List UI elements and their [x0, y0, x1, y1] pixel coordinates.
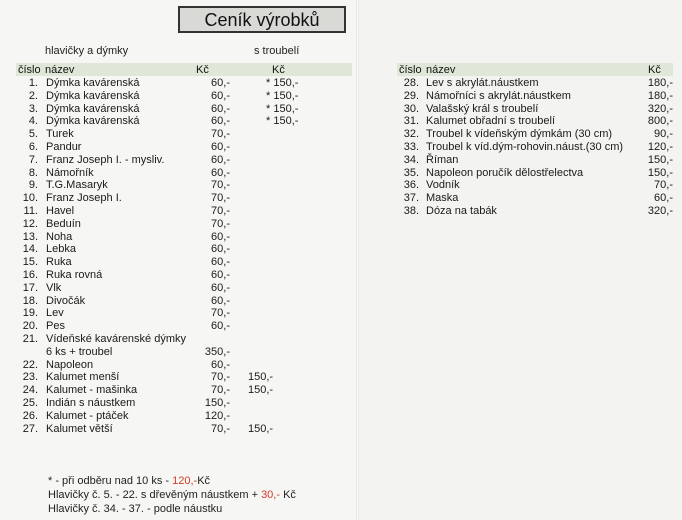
oven-label: s troubelí: [254, 45, 300, 57]
left-price-row: [16, 90, 356, 103]
left-price-row: [16, 333, 356, 346]
right-price-row: [397, 103, 675, 116]
item-name: Napoleon: [46, 358, 94, 371]
footer-note-wood-unit: Kč: [280, 489, 296, 501]
item-number: 15.: [22, 256, 38, 269]
item-name: Ruka: [46, 256, 72, 269]
item-name: Dýmka kavárenská: [46, 102, 140, 115]
right-price-row: [397, 154, 675, 167]
left-price-row: [16, 307, 356, 320]
item-name: T.G.Masaryk: [46, 179, 108, 192]
item-number: 16.: [22, 269, 38, 281]
page-title: Ceník výrobků: [178, 6, 346, 33]
item-price: 70,-: [211, 371, 230, 384]
item-number: 30.: [403, 102, 419, 115]
item-price: 60,-: [211, 89, 230, 102]
item-name: Dýmka kavárenská: [46, 89, 140, 102]
right-col-price-header: Kč: [648, 64, 661, 76]
item-name: Havel: [46, 205, 75, 217]
item-name: Kalumet menší: [46, 371, 120, 384]
item-price: 120,-: [204, 409, 230, 422]
item-name: Dýmka kavárenská: [46, 77, 140, 89]
item-oven-price: 150,-: [248, 371, 274, 384]
right-price-row: [397, 90, 675, 103]
right-price-row: [397, 205, 675, 218]
item-name: Franz Joseph I.: [46, 192, 122, 205]
item-name: Franz Joseph I. - mysliv.: [46, 153, 165, 166]
item-name: Indián s náustkem: [46, 397, 136, 409]
item-name: Kalumet - mašinka: [46, 384, 138, 397]
item-price: 60,-: [211, 77, 230, 89]
item-number: 37.: [403, 192, 419, 205]
left-price-row: [16, 243, 356, 256]
item-price: 180,-: [647, 89, 673, 102]
left-price-row: [16, 231, 356, 244]
item-name: Vídeňské kavárenské dýmky: [46, 333, 187, 345]
item-price: 70,-: [211, 422, 230, 435]
item-name: Beduín: [46, 217, 81, 230]
item-price: 70,-: [211, 217, 230, 230]
footer-note-wood-text: Hlavičky č. 5. - 22. s dřevěným náustkem +: [48, 489, 262, 501]
item-number: 3.: [28, 102, 38, 115]
footer-note-bulk-price: 120,-: [172, 475, 198, 487]
footer-note-bulk-text: * - při odběru nad 10 ks -: [48, 475, 173, 487]
item-name: Lev s akrylát.náustkem: [426, 77, 539, 89]
footer-note-wood: [48, 488, 296, 502]
left-price-row: [16, 384, 356, 397]
item-price: 70,-: [654, 179, 673, 192]
item-number: 25.: [22, 397, 38, 409]
item-number: 29.: [403, 89, 419, 102]
left-price-row: [16, 397, 356, 410]
left-price-row: [16, 179, 356, 192]
left-price-row: [16, 256, 356, 269]
item-price: 60,-: [211, 256, 230, 269]
item-number: 23.: [22, 371, 38, 384]
item-name: Noha: [46, 230, 73, 243]
left-price-row: [16, 359, 356, 372]
item-number: 13.: [22, 230, 38, 243]
item-price: 70,-: [211, 384, 230, 397]
item-number: 14.: [22, 243, 38, 256]
item-price: 320,-: [647, 205, 673, 217]
item-number: 20.: [22, 320, 38, 333]
left-price-row: [16, 141, 356, 154]
item-number: 5.: [28, 128, 38, 141]
item-number: 10.: [22, 192, 38, 205]
footer-note-bulk-unit: Kč: [197, 475, 211, 487]
item-number: 7.: [28, 153, 38, 166]
left-price-row: [16, 77, 356, 90]
left-price-row: [16, 423, 356, 436]
left-price-row: [16, 295, 356, 308]
item-price: 150,-: [647, 153, 673, 166]
item-name: Maska: [426, 192, 459, 205]
item-oven-price: * 150,-: [266, 102, 299, 115]
item-number: 17.: [22, 281, 38, 294]
item-name: Kalumet větší: [46, 422, 113, 435]
item-number: 1.: [28, 77, 38, 89]
item-number: 26.: [22, 409, 38, 422]
item-name: Dýmka kavárenská: [46, 115, 140, 128]
right-price-row: [397, 141, 675, 154]
right-col-num-header: číslo: [399, 64, 422, 76]
left-price-row: [16, 410, 356, 423]
item-number: 31.: [403, 115, 419, 128]
item-price: 60,-: [211, 115, 230, 128]
footer-note-mouthpiece: Hlavičky č. 34. - 37. - podle náustku: [48, 503, 223, 515]
right-price-row: [397, 77, 675, 90]
item-name: Říman: [426, 153, 459, 166]
item-number: 27.: [22, 422, 38, 435]
item-name: Pandur: [46, 141, 82, 153]
item-name: Námořník: [46, 166, 94, 179]
item-number: 8.: [28, 166, 38, 179]
left-price-row: [16, 115, 356, 128]
item-oven-price: * 150,-: [266, 89, 299, 102]
item-name: Kalumet - ptáček: [46, 409, 129, 422]
item-number: 21.: [22, 333, 38, 345]
left-col-oven-header: Kč: [272, 64, 285, 76]
left-price-row: [16, 128, 356, 141]
left-col-name-header: název: [45, 64, 75, 76]
item-name: Vodník: [426, 179, 460, 192]
left-price-row: [16, 205, 356, 218]
item-number: 28.: [403, 77, 419, 89]
item-number: 36.: [403, 179, 419, 192]
left-price-row: [16, 218, 356, 231]
item-number: 9.: [28, 179, 38, 192]
item-price: 60,-: [211, 358, 230, 371]
item-price: 60,-: [211, 320, 230, 333]
item-name: Turek: [46, 128, 74, 141]
left-col-num-header: číslo: [18, 64, 41, 76]
left-price-row: [16, 282, 356, 295]
item-number: 11.: [23, 205, 38, 217]
item-name: Vlk: [46, 281, 62, 294]
item-number: 18.: [22, 294, 38, 307]
item-number: 6.: [28, 141, 38, 153]
item-name: Napoleon poručík dělostřelectva: [426, 166, 584, 179]
item-number: 4.: [28, 115, 38, 128]
item-price: 350,-: [204, 345, 230, 358]
left-price-row: [16, 371, 356, 384]
item-name: Lebka: [46, 243, 76, 256]
item-price: 60,-: [211, 269, 230, 281]
item-number: 2.: [28, 89, 38, 102]
item-price: 60,-: [211, 141, 230, 153]
left-col-price-header: Kč: [196, 64, 209, 76]
item-price: 60,-: [211, 243, 230, 256]
item-price: 90,-: [654, 128, 673, 141]
right-col-name-header: název: [426, 64, 456, 76]
item-price: 120,-: [647, 141, 673, 153]
item-name: Ruka rovná: [46, 269, 103, 281]
left-price-row: [16, 154, 356, 167]
left-price-row: [16, 103, 356, 116]
item-oven-price: 150,-: [248, 422, 274, 435]
item-price: 70,-: [211, 128, 230, 141]
item-price: 150,-: [647, 166, 673, 179]
item-number: 32.: [403, 128, 419, 141]
item-price: 150,-: [204, 397, 230, 409]
item-number: 24.: [22, 384, 38, 397]
right-price-row: [397, 115, 675, 128]
footer-note-wood-price: 30,-: [261, 489, 281, 501]
item-name: Lev: [46, 307, 64, 320]
page-fold: [356, 0, 359, 520]
item-oven-price: * 150,-: [266, 77, 299, 89]
right-price-row: [397, 179, 675, 192]
item-price: 60,-: [211, 166, 230, 179]
right-price-row: [397, 128, 675, 141]
item-name: Valašský král s troubelí: [426, 102, 539, 115]
item-oven-price: 150,-: [248, 384, 274, 397]
footer-note-bulk: [48, 474, 210, 488]
item-name: Pes: [46, 320, 65, 333]
item-price: 800,-: [647, 115, 673, 128]
left-price-row: [16, 346, 356, 359]
item-price: 60,-: [211, 230, 230, 243]
item-price: 60,-: [211, 281, 230, 294]
item-number: 33.: [403, 141, 419, 153]
item-price: 60,-: [211, 102, 230, 115]
item-name: Troubel k vídeňským dýmkám (30 cm): [426, 128, 613, 141]
item-price: 70,-: [211, 307, 230, 320]
item-name: Kalumet obřadní s troubelí: [426, 115, 556, 128]
item-name: Námořníci s akrylát.náustkem: [426, 89, 571, 102]
item-price: 180,-: [647, 77, 673, 89]
item-name: Dóza na tabák: [426, 205, 497, 217]
item-price: 70,-: [211, 205, 230, 217]
item-price: 60,-: [211, 294, 230, 307]
item-name: Troubel k víd.dým-rohovin.náust.(30 cm): [426, 141, 624, 153]
right-price-row: [397, 167, 675, 180]
item-number: 34.: [403, 153, 419, 166]
item-number: 35.: [403, 166, 419, 179]
item-name: Divočák: [46, 294, 86, 307]
item-price: 70,-: [211, 179, 230, 192]
left-price-row: [16, 192, 356, 205]
item-price: 60,-: [654, 192, 673, 205]
right-price-row: [397, 192, 675, 205]
item-price: 320,-: [647, 102, 673, 115]
item-price: 60,-: [211, 153, 230, 166]
item-oven-price: * 150,-: [266, 115, 299, 128]
item-number: 19.: [22, 307, 38, 320]
item-number: 12.: [22, 217, 38, 230]
item-number: 22.: [22, 358, 38, 371]
item-number: 38.: [403, 205, 419, 217]
item-name: 6 ks + troubel: [46, 345, 113, 358]
item-price: 70,-: [211, 192, 230, 205]
group-label: hlavičky a dýmky: [45, 45, 129, 57]
left-price-row: [16, 269, 356, 282]
left-price-row: [16, 167, 356, 180]
left-price-row: [16, 320, 356, 333]
